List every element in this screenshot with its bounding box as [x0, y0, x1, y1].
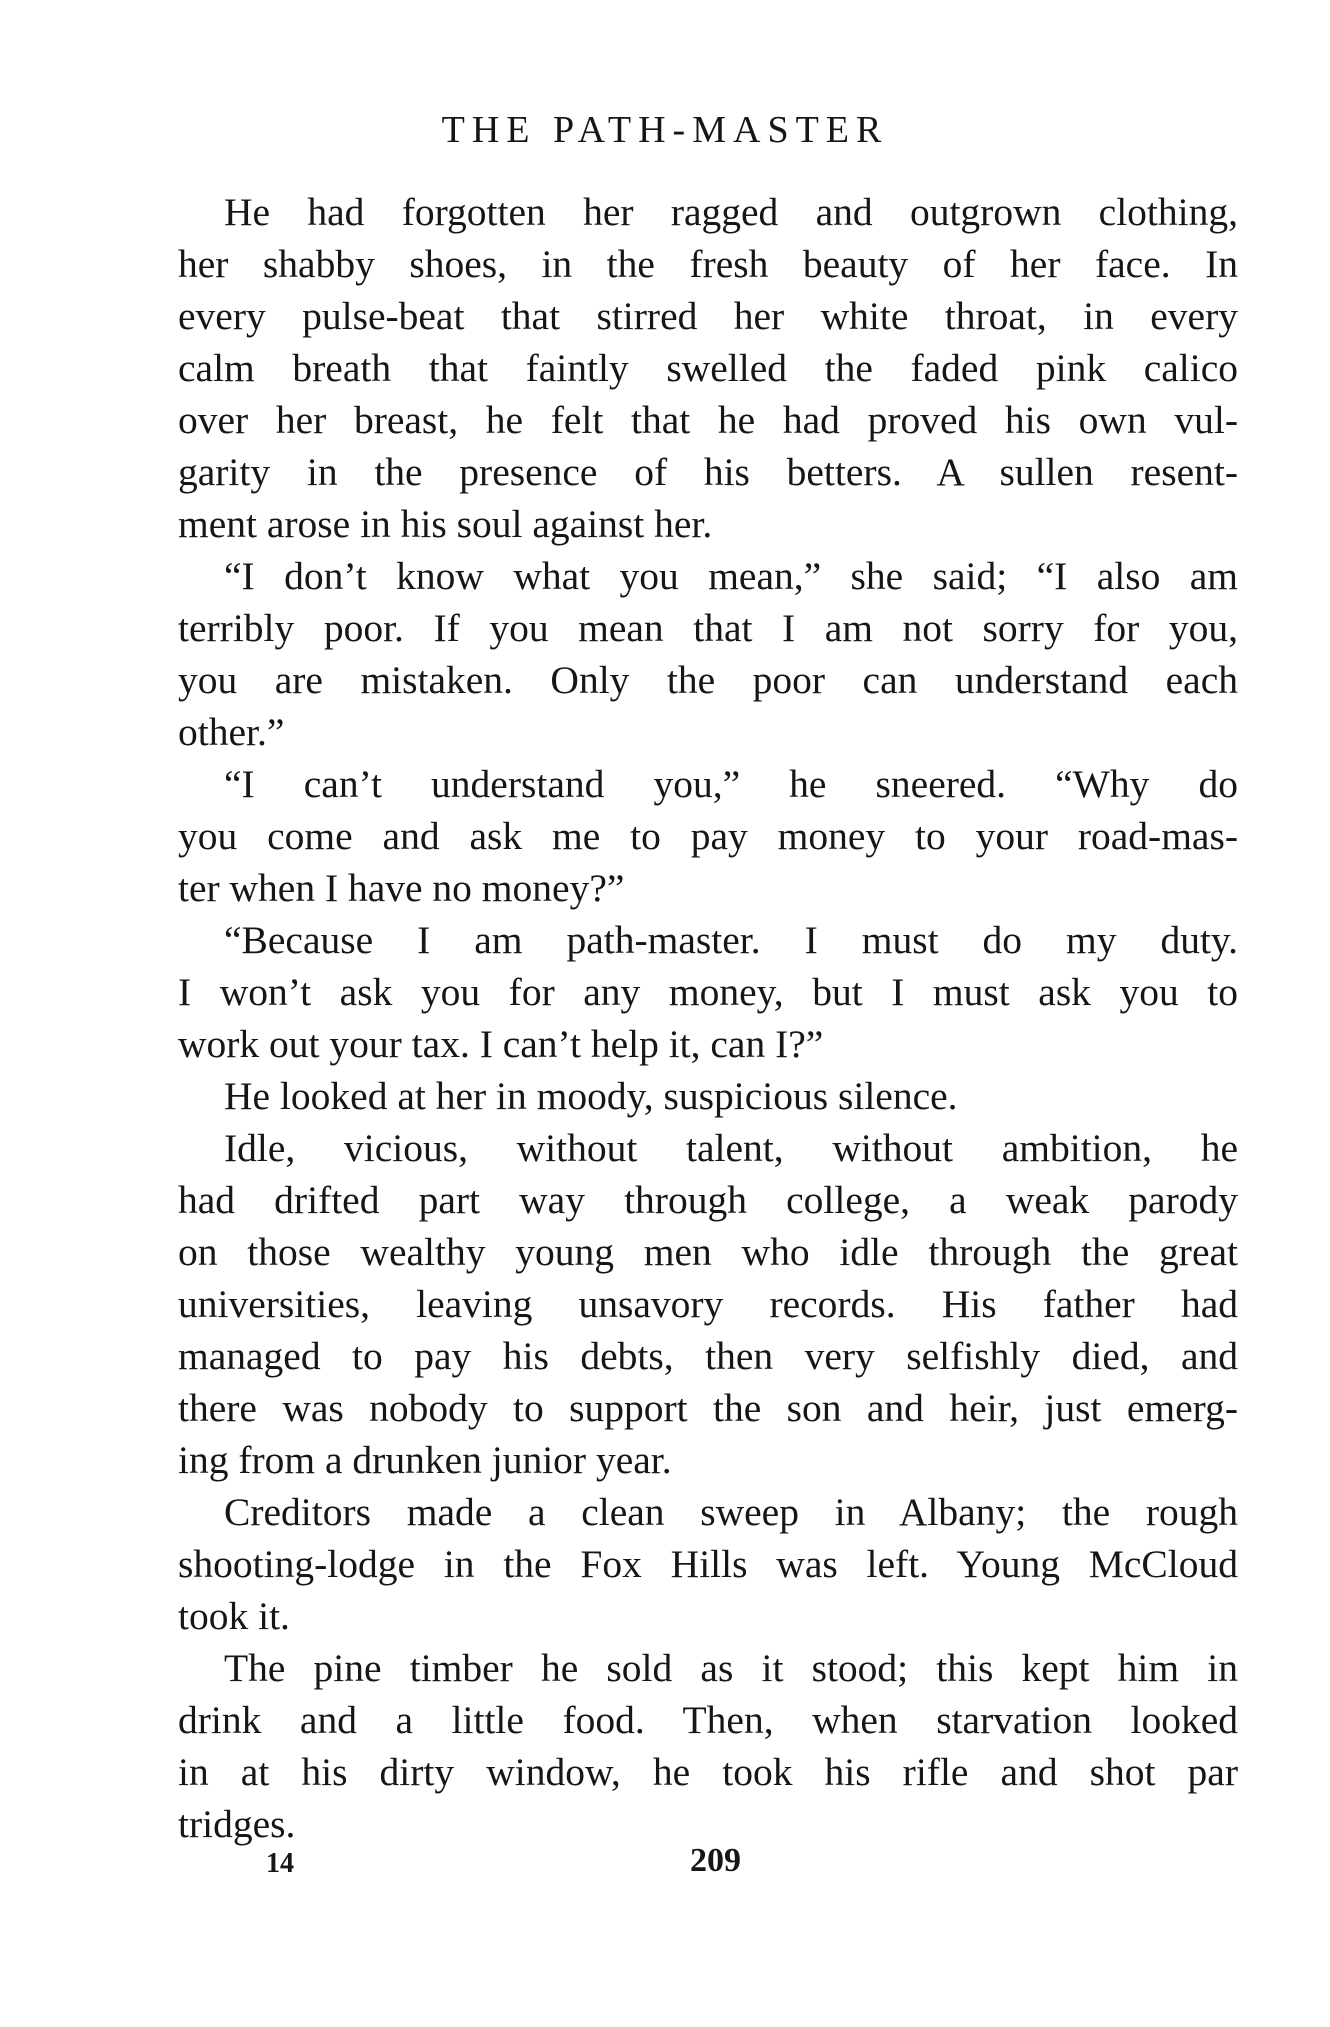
- text-line: there was nobody to support the son and heir, just emerg-: [178, 1386, 1238, 1430]
- text-line: managed to pay his debts, then very selfishly died, and: [178, 1334, 1238, 1378]
- text-line: “Because I am path-master. I must do my duty.: [224, 918, 1238, 962]
- text-line: other.”: [178, 710, 285, 754]
- body-text: [178, 186, 1238, 1850]
- text-line: universities, leaving unsavory records. His father had: [178, 1282, 1238, 1326]
- signature-mark: 14: [266, 1848, 294, 1879]
- text-line: calm breath that faintly swelled the faded pink calico: [178, 346, 1238, 390]
- text-line: “I don’t know what you mean,” she said; “I also am: [224, 554, 1238, 598]
- text-line: He looked at her in moody, suspicious silence.: [224, 1074, 958, 1118]
- text-line: ing from a drunken junior year.: [178, 1438, 672, 1482]
- text-line: shooting-lodge in the Fox Hills was left. Young McCloud: [178, 1542, 1238, 1586]
- text-line: every pulse-beat that stirred her white throat, in every: [178, 294, 1238, 338]
- text-line: you come and ask me to pay money to your road-mas-: [178, 814, 1238, 858]
- text-line: Creditors made a clean sweep in Albany; the rough: [224, 1490, 1238, 1534]
- text-line: The pine timber he sold as it stood; this kept him in: [224, 1646, 1238, 1690]
- text-line: you are mistaken. Only the poor can understand each: [178, 658, 1238, 702]
- text-line: had drifted part way through college, a weak parody: [178, 1178, 1238, 1222]
- text-line: drink and a little food. Then, when starvation looked: [178, 1698, 1238, 1742]
- text-line: on those wealthy young men who idle through the great: [178, 1230, 1238, 1274]
- text-line: in at his dirty window, he took his rifle and shot par: [178, 1750, 1238, 1794]
- text-line: ter when I have no money?”: [178, 866, 625, 910]
- text-line: He had forgotten her ragged and outgrown clothing,: [224, 190, 1238, 234]
- text-line: I won’t ask you for any money, but I must ask you to: [178, 970, 1238, 1014]
- page-number: 209: [690, 1842, 741, 1879]
- text-line: tridges.: [178, 1802, 296, 1846]
- text-line: ment arose in his soul against her.: [178, 502, 713, 546]
- text-line: terribly poor. If you mean that I am not sorry for you,: [178, 606, 1238, 650]
- text-line: Idle, vicious, without talent, without ambition, he: [224, 1126, 1238, 1170]
- running-header: THE PATH-MASTER: [441, 109, 889, 151]
- text-line: work out your tax. I can’t help it, can I?”: [178, 1022, 824, 1066]
- text-line: her shabby shoes, in the fresh beauty of her face. In: [178, 242, 1238, 286]
- text-line: over her breast, he felt that he had proved his own vul-: [178, 398, 1238, 442]
- text-line: garity in the presence of his betters. A sullen resent-: [178, 450, 1238, 494]
- text-line: “I can’t understand you,” he sneered. “Why do: [224, 762, 1238, 806]
- text-line: took it.: [178, 1594, 290, 1638]
